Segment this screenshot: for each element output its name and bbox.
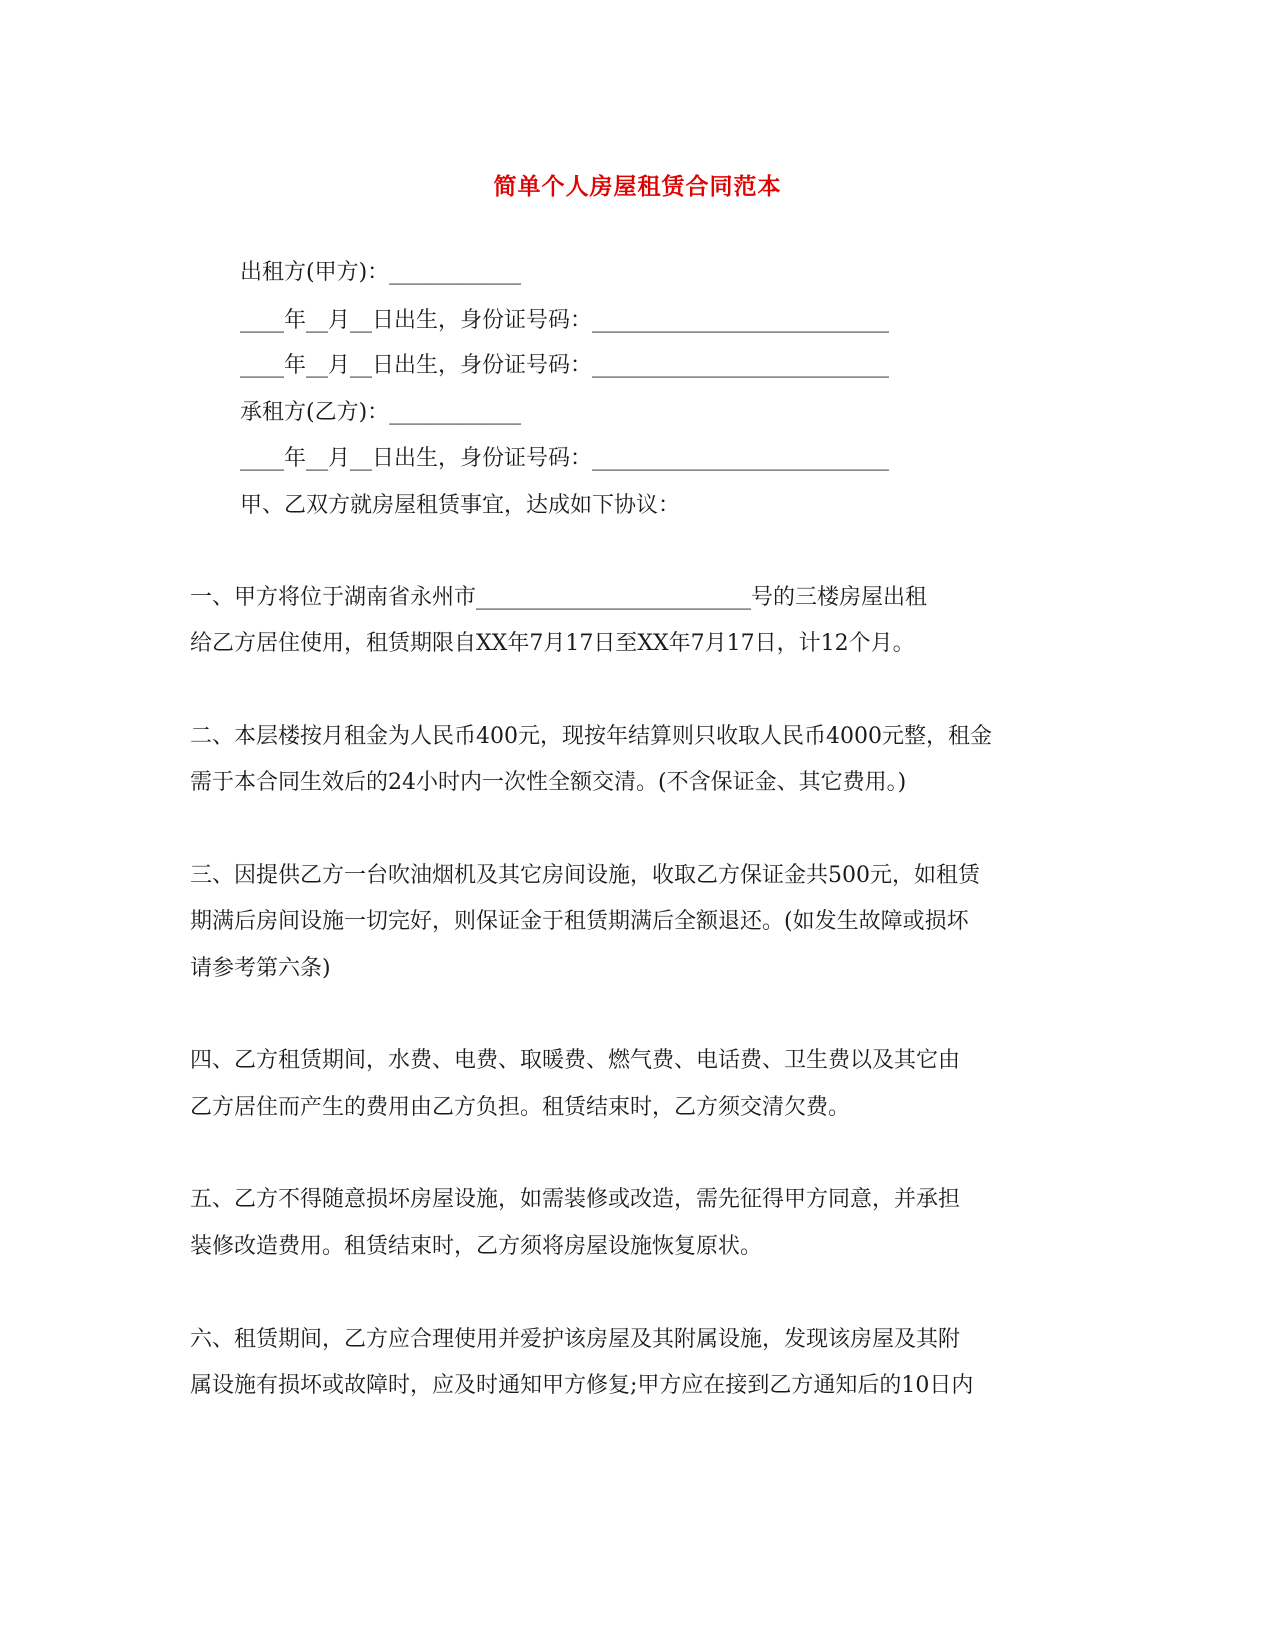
lessor-birth-id-line-1: ____年__月__日出生，身份证号码：___________________________: [240, 308, 890, 333]
document-title: 简单个人房屋租赁合同范本: [493, 173, 782, 200]
clause-1-line-1: 一、甲方将位于湖南省永州市_________________________号的三楼房屋出租: [190, 585, 928, 610]
clause-4-line-2: 乙方居住而产生的费用由乙方负担。租赁结束时，乙方须交清欠费。: [190, 1095, 851, 1120]
lessor-line: 出租方(甲方)：____________: [240, 260, 522, 285]
lessor-birth-id-line-2: ____年__月__日出生，身份证号码：___________________________: [240, 353, 890, 378]
agreement-intro: 甲、乙双方就房屋租赁事宜，达成如下协议：: [240, 493, 681, 518]
lessee-line: 承租方(乙方)：____________: [240, 400, 522, 425]
clause-2-line-2: 需于本合同生效后的24小时内一次性全额交清。(不含保证金、其它费用。): [190, 770, 907, 795]
clause-6-line-1: 六、租赁期间，乙方应合理使用并爱护该房屋及其附属设施，发现该房屋及其附: [190, 1327, 961, 1352]
clause-6-line-2: 属设施有损坏或故障时，应及时通知甲方修复;甲方应在接到乙方通知后的10日内: [190, 1373, 974, 1398]
clause-4-line-1: 四、乙方租赁期间，水费、电费、取暖费、燃气费、电话费、卫生费以及其它由: [190, 1048, 961, 1073]
lessee-birth-id-line: ____年__月__日出生，身份证号码：___________________________: [240, 446, 890, 471]
clause-2-line-1: 二、本层楼按月租金为人民币400元，现按年结算则只收取人民币4000元整，租金: [190, 724, 992, 749]
clause-3-line-3: 请参考第六条): [190, 956, 331, 981]
clause-1-line-2: 给乙方居住使用，租赁期限自XX年7月17日至XX年7月17日，计12个月。: [190, 631, 915, 656]
clause-5-line-2: 装修改造费用。租赁结束时，乙方须将房屋设施恢复原状。: [190, 1234, 763, 1259]
clause-3-line-2: 期满后房间设施一切完好，则保证金于租赁期满后全额退还。(如发生故障或损坏: [190, 909, 969, 934]
clause-5-line-1: 五、乙方不得随意损坏房屋设施，如需装修或改造，需先征得甲方同意，并承担: [190, 1187, 961, 1212]
clause-3-line-1: 三、因提供乙方一台吹油烟机及其它房间设施，收取乙方保证金共500元，如租赁: [190, 863, 980, 888]
